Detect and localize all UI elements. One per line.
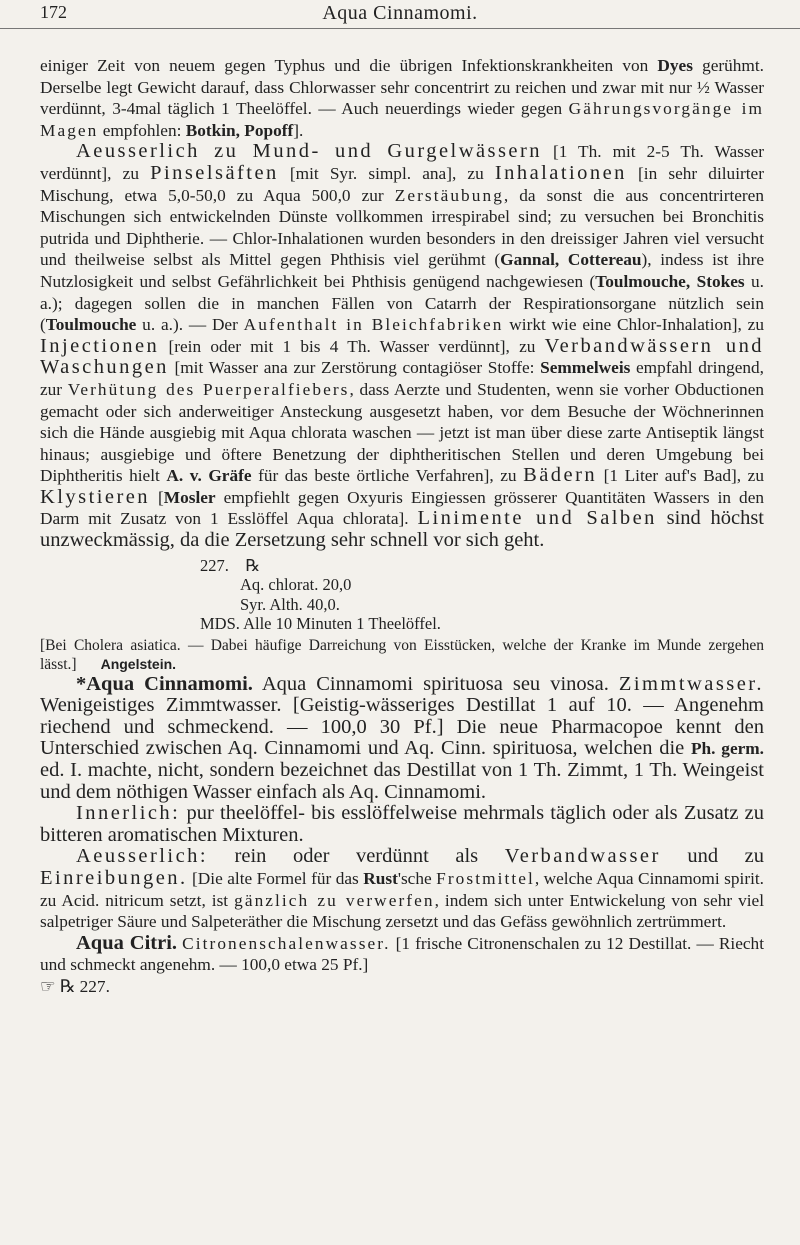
text: , da sonst die aus concentrirteren Mischungen sich entwickelnden Dünste vollkommen irrespirabel sind; zu versuchen bei Bronchitis putrida und Diphtherie. — Chlor-Inhalationen wurden besonders in den dreissiger Jahren viel versucht und theilweise selbst als Mittel gegen Phthisis viel gerühmt ( — [40, 185, 764, 270]
text: wirkt wie eine Chlor-Inhalation], zu — [503, 315, 764, 335]
text: [rein oder mit 1 bis 4 Th. Wasser verdünnt], zu — [159, 336, 545, 356]
text: [1 Th. mit 2-5 Th. Wasser verdünnt], zu — [40, 142, 765, 183]
text: Wenigeistiges Zimmtwasser. [Geistig-wässeriges Destillat 1 auf 10. — Angenehm riechend und schmeckend. — 100,0 30 Pf.] Die neue Pharmacopoe kennt den Unterschied zwischen Aq. Cinnamomi und Aq. Cinn. spirituosa, welchen die — [40, 694, 764, 760]
emphasis: Verbandwasser — [504, 845, 661, 868]
emphasis: Klystieren — [40, 485, 150, 508]
emphasis: Gährungsvorgänge im Magen — [40, 99, 764, 140]
recipe-signature: MDS. Alle 10 Minuten 1 Theelöffel. — [200, 614, 441, 634]
text: ]. — [293, 120, 304, 140]
recipe-note — [40, 636, 764, 674]
page-number: 172 — [40, 2, 67, 22]
emphasis: Linimente und Salben — [417, 507, 657, 530]
text: u. a.); dagegen sollen die in manchen Fällen von Catarrh der Respirationsorgane nützlich sein ( — [40, 271, 764, 335]
paragraph-aqua-citri — [40, 933, 764, 976]
pointing-hand-icon: ☞ — [40, 976, 56, 996]
recipe-header — [200, 556, 764, 576]
recipe-reference: ℞ 227. — [59, 976, 110, 996]
paragraph-internal-use — [40, 803, 764, 846]
author-name: Dyes — [657, 56, 693, 75]
entry-title: *Aqua Cinnamomi. — [76, 672, 253, 695]
emphasis: Verbandwässern und Waschungen — [40, 334, 764, 379]
emphasis: Verhütung des Puerperalfiebers — [67, 379, 350, 399]
emphasis: Einreibungen. — [40, 867, 188, 889]
author-name: Botkin, Popoff — [185, 120, 294, 140]
paragraph-external-use — [40, 141, 764, 551]
text: rein oder verdünnt als — [208, 845, 505, 868]
text: [Bei Cholera asiatica. — Dabei häufige Darreichung von Eisstücken, welche der Kranke im Munde zergehen lässt.] — [40, 636, 764, 673]
text: u. a.). — Der — [136, 315, 244, 335]
section-heading: Aeusserlich: — [76, 845, 208, 868]
author-name: Gannal, Cottereau — [500, 250, 642, 270]
emphasis: Citronenschalenwasser. — [182, 933, 391, 953]
section-heading: Aeusserlich zu Mund- und Gurgelwässern — [76, 140, 542, 163]
emphasis: Bädern — [523, 464, 598, 487]
emphasis: Pinselsäften — [150, 161, 279, 184]
author-name: Rust — [363, 869, 398, 888]
text: für das beste örtliche Verfahren], zu — [251, 466, 524, 486]
recipe-ingredient: Syr. Alth. 40,0. — [240, 594, 340, 614]
text: [Die alte Formel für das — [187, 869, 364, 888]
emphasis: gänzlich zu verwerfen — [234, 890, 435, 910]
text: ), indess ist ihre Nutzlosigkeit und selbst Gefährlichkeit bei Phthisis genügend nachgewiesen ( — [40, 250, 765, 291]
text: gerühmt. Derselbe legt Gewicht darauf, dass Chlorwasser sehr concentrirt zu reichen und zwar mit nur ½ Wasser verdünnt, 3-4mal täglich 1 Theelöffel. — Auch neuerdings wieder gegen — [40, 56, 764, 119]
text: empfahl dringend, zur — [40, 358, 764, 399]
author-signature: Angelstein. — [100, 655, 177, 672]
text: , welche Aqua Cinnamomi spirit. zu Acid. nitricum setzt, ist — [40, 869, 764, 910]
text: [mit Syr. simpl. ana], zu — [278, 163, 495, 183]
text: , indem sich unter Entwickelung von sehr viel salpetriger Säure und Salpeteräther die Mischung zersetzt und das Gefäss gewöhnlich zertrümmert. — [40, 890, 764, 932]
reference: Ph. germ. — [690, 739, 764, 759]
section-heading: Innerlich: — [76, 802, 181, 825]
cross-reference — [40, 976, 764, 998]
text: [1 Liter auf's Bad], zu — [597, 466, 764, 486]
recipe-ingredient: Aq. chlorat. 20,0 — [240, 575, 352, 595]
running-title: Aqua Cinnamomi. — [322, 2, 478, 24]
text: Aqua Cinnamomi spirituosa seu vinosa. — [252, 672, 619, 695]
emphasis: Zerstäubung — [394, 185, 504, 205]
text: ed. I. machte, nicht, sondern bezeichnet das Destillat von 1 Th. Zimmt, 1 Th. Weingeist und dem nöthigen Wasser einfach als Aq. Cinnamomi. — [40, 759, 764, 803]
paragraph-typhus — [40, 55, 764, 141]
emphasis: Injectionen — [40, 334, 160, 357]
text: empfohlen: — [98, 120, 186, 140]
emphasis: Frostmittel — [436, 869, 535, 888]
text: pur theelöffel- bis esslöffelweise mehrmals täglich oder als Zusatz zu bitteren aromatischen Mixturen. — [40, 802, 764, 846]
emphasis: Inhalationen — [494, 161, 627, 184]
recipe-number: 227. — [200, 555, 229, 575]
text: [1 frische Citronenschalen zu 12 Destillat. — Riecht und schmeckt angenehm. — 100,0 etwa 25 Pf.] — [40, 933, 764, 975]
paragraph-aqua-cinnamomi — [40, 674, 764, 804]
text: und zu — [660, 845, 764, 868]
page-header — [0, 0, 800, 29]
text: , dass Aerzte und Studenten, wenn sie vorher Obductionen gemacht oder sich anderweitiger Ansteckung ausgesetzt haben, vor dem Besuche der Wöchnerinnen sich die Hände ausgiebig mit Aqua chlorata waschen — jetzt ist man über diese zarte Antiseptik längst hinaus; ausgiebige und öftere Benetzung der diphtheritischen Stellen und deren Umgebung bei Diphtheritis hielt — [40, 379, 765, 486]
rx-symbol: ℞ — [245, 555, 261, 575]
author-name: Semmelweis — [540, 358, 631, 378]
author-name: Toulmouche, Stokes — [595, 271, 745, 291]
recipe — [40, 556, 764, 634]
author-name: A. v. Gräfe — [166, 466, 252, 486]
text: sind höchst unzweckmässig, da die Zersetzung sehr schnell vor sich geht. — [40, 507, 765, 552]
text: 'sche — [397, 869, 437, 888]
entry-title: Aqua Citri. — [76, 931, 178, 954]
emphasis: Zimmtwasser. — [618, 672, 764, 695]
paragraph-external-use-cinnamomi — [40, 846, 764, 932]
author-name: Toulmouche — [45, 315, 137, 335]
text: empfiehlt gegen Oxyuris Eingiessen grösserer Quantitäten Wassers in den Darm mit Zusatz von 1 Esslöffel Aqua chlorata]. — [40, 487, 765, 529]
text: [mit Wasser ana zur Zerstörung contagiöser Stoffe: — [168, 358, 541, 378]
text: [ — [150, 487, 164, 507]
text: einiger Zeit von neuem gegen Typhus und die übrigen Infektionskrankheiten von — [40, 56, 649, 75]
emphasis: Aufenthalt in Bleichfabriken — [243, 315, 504, 335]
author-name: Mosler — [163, 487, 216, 507]
text: [in sehr diluirter Mischung, etwa 5,0-50,0 zu Aqua 500,0 zur — [40, 163, 764, 205]
body-text — [40, 55, 764, 998]
